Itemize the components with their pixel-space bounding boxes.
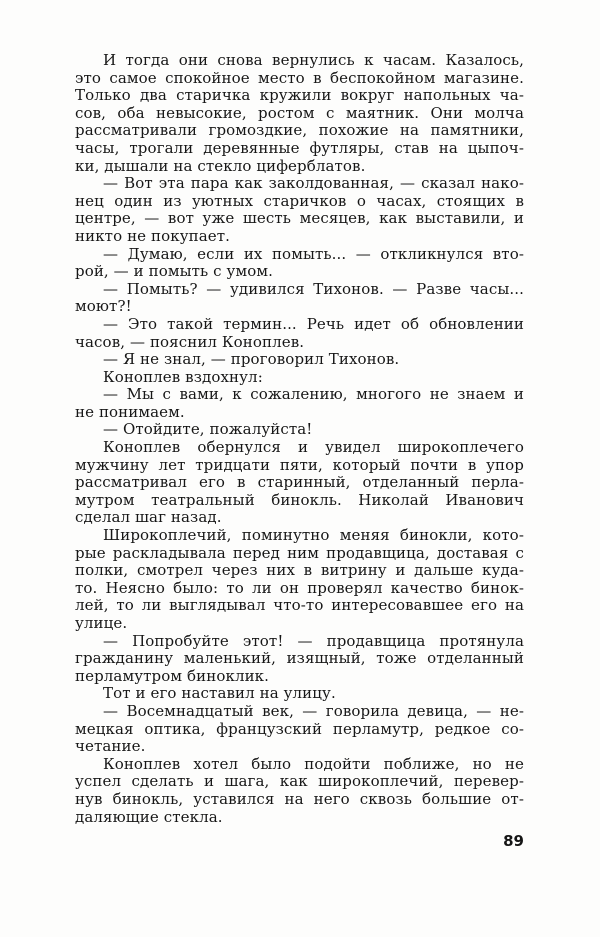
- text-line: мужчину лет тридцати пяти, который почти в упор: [75, 455, 524, 474]
- paragraph: [75, 386, 524, 421]
- text-line: рассматривали громоздкие, похожие на памятники,: [75, 121, 524, 140]
- paragraph: [75, 175, 524, 245]
- text-line: мутром театральный бинокль. Николай Иванович: [75, 490, 524, 509]
- paragraph: [75, 703, 524, 756]
- text-line: Широкоплечий, поминутно меняя бинокли, кото-: [103, 526, 524, 545]
- text-line: Коноплев хотел было подойти поближе, но не: [103, 754, 524, 773]
- text-line: нув бинокль, уставился на него сквозь большие от-: [75, 789, 524, 808]
- paragraph: [75, 439, 524, 527]
- paragraph: [75, 351, 524, 369]
- text-line: даляющие стекла.: [75, 807, 223, 826]
- text-line: Только два старичка кружили вокруг напольных ча-: [75, 86, 524, 105]
- text-line: — Думаю, если их помыть... — откликнулся вто-: [103, 244, 524, 263]
- paragraph: [75, 316, 524, 351]
- paragraph: [75, 685, 524, 703]
- text-line: моют?!: [75, 297, 132, 316]
- paragraph: [75, 52, 524, 175]
- text-line: рой, — и помыть с умом.: [75, 262, 273, 281]
- text-line: перламутром биноклик.: [75, 666, 270, 685]
- text-line: успел сделать и шага, как широкоплечий, перевер-: [75, 772, 524, 791]
- text-line: Коноплев вздохнул:: [103, 367, 263, 386]
- text-line: — Мы с вами, к сожалению, многого не знаем и: [103, 385, 524, 404]
- paragraph: [75, 369, 524, 387]
- text-line: рассматривал его в старинный, отделанный перла-: [75, 473, 524, 492]
- text-line: Коноплев обернулся и увидел широкоплечего: [103, 438, 524, 457]
- text-line: полки, смотрел через них в витрину и дальше куда-: [75, 561, 524, 580]
- text-line: это самое спокойное место в беспокойном магазине.: [75, 68, 524, 87]
- text-line: — Это такой термин... Речь идет об обновлении: [103, 314, 524, 333]
- text-line: Тот и его наставил на улицу.: [103, 684, 336, 703]
- text-line: ки, дышали на стекло циферблатов.: [75, 156, 366, 175]
- text-line: — Помыть? — удивился Тихонов. — Разве часы...: [103, 279, 524, 298]
- text-line: не понимаем.: [75, 402, 185, 421]
- text-line: никто не покупает.: [75, 226, 231, 245]
- text-line: нец один из уютных старичков о часах, стоящих в: [75, 191, 524, 210]
- paragraph: [75, 421, 524, 439]
- text-line: И тогда они снова вернулись к часам. Казалось,: [103, 51, 524, 69]
- text-line: лей, то ли выглядывал что-то интересовавшее его на: [75, 596, 524, 615]
- text-line: сделал шаг назад.: [75, 508, 222, 527]
- paragraph: [75, 756, 524, 826]
- text-line: то. Неясно было: то ли он проверял качество бинок-: [75, 578, 524, 597]
- paragraph: [75, 246, 524, 281]
- text-line: центре, — вот уже шесть месяцев, как выставили, и: [75, 209, 524, 228]
- page-text: [75, 52, 524, 826]
- text-line: — Вот эта пара как заколдованная, — сказал нако-: [103, 174, 524, 193]
- page-number: 89: [503, 832, 524, 850]
- text-line: четание.: [75, 737, 146, 756]
- paragraph: [75, 633, 524, 686]
- text-line: сов, оба невысокие, ростом с маятник. Они молча: [75, 103, 524, 122]
- text-line: — Попробуйте этот! — продавщица протянула: [103, 631, 524, 650]
- text-line: гражданину маленький, изящный, тоже отделанный: [75, 649, 524, 668]
- text-line: рые раскладывала перед ним продавщица, доставая с: [75, 543, 524, 562]
- text-line: улице.: [75, 614, 128, 632]
- text-line: — Отойдите, пожалуйста!: [103, 420, 313, 439]
- text-line: часов, — пояснил Коноплев.: [75, 332, 305, 351]
- paragraph: [75, 281, 524, 316]
- text-line: мецкая оптика, французский перламутр, редкое со-: [75, 719, 524, 738]
- text-line: — Я не знал, — проговорил Тихонов.: [103, 350, 400, 369]
- text-line: — Восемнадцатый век, — говорила девица, — не-: [103, 701, 524, 720]
- text-line: часы, трогали деревянные футляры, став на цыпоч-: [75, 138, 524, 157]
- paragraph: [75, 527, 524, 633]
